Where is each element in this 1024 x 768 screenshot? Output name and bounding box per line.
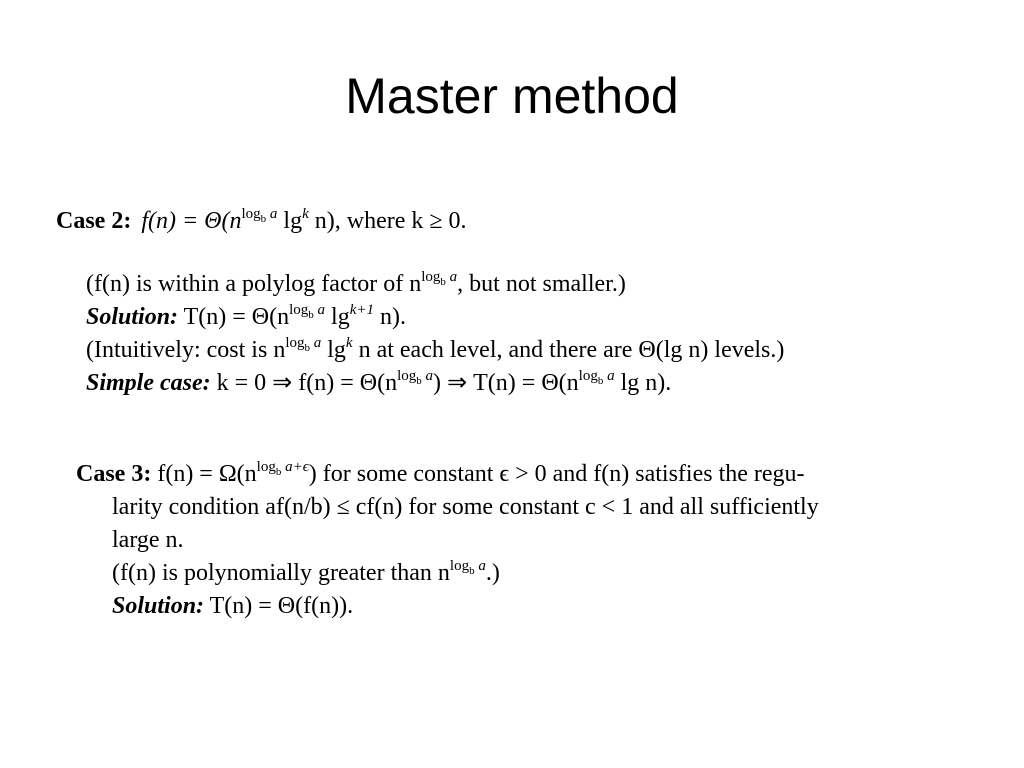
- case-2-condition: [56, 205, 467, 238]
- exp-arg: a: [445, 269, 458, 285]
- lg-text: lg: [277, 208, 303, 234]
- case-2-heading: Case 2:: [56, 208, 132, 234]
- exponent: [397, 368, 434, 387]
- case-2-note: [86, 268, 784, 301]
- solution-text: T(n) = Θ(n: [178, 304, 290, 330]
- exp-k: k+1: [349, 302, 374, 318]
- case-2-block: [56, 205, 467, 238]
- case-2-condition-lhs: f(n) = Θ(n: [141, 208, 242, 234]
- exp-base: b: [304, 342, 310, 354]
- exponent: [578, 368, 615, 387]
- lg-text: lg: [325, 304, 350, 330]
- simple-case-text: k = 0 ⇒ f(n) = Θ(n: [210, 370, 398, 396]
- exp-arg: a: [313, 302, 326, 318]
- exp-arg: a: [474, 558, 486, 574]
- case-3-heading: Case 3:: [76, 461, 152, 487]
- exp-base: b: [440, 276, 446, 288]
- exp-arg: a: [603, 368, 615, 384]
- exponent: [256, 459, 309, 478]
- note-text-end: , but not smaller.): [457, 271, 626, 297]
- case-3-large-n: large n.: [112, 527, 184, 553]
- exp-log: log: [256, 459, 276, 475]
- lg-text: lg: [321, 337, 346, 363]
- exp-log: log: [421, 269, 441, 285]
- exp-base: b: [260, 213, 267, 225]
- exponent: [421, 269, 458, 288]
- exp-base: b: [308, 309, 314, 321]
- solution-text: T(n) = Θ(f(n)).: [204, 593, 354, 619]
- simple-case-end: lg n).: [614, 370, 672, 396]
- simple-case-mid: ) ⇒ T(n) = Θ(n: [433, 370, 579, 396]
- exp-arg: a: [421, 368, 434, 384]
- exp-arg: a: [309, 335, 322, 351]
- case-3-condition-rhs: ) for some constant ϵ > 0 and f(n) satisfies the regu-: [308, 461, 805, 487]
- slide-title: Master method: [345, 68, 679, 124]
- note-text: (f(n) is polynomially greater than n: [112, 560, 450, 586]
- exponent: [289, 302, 326, 321]
- case-2-simple-case: [86, 367, 784, 400]
- exp-base: b: [469, 565, 475, 577]
- exp-base: b: [416, 375, 422, 387]
- intuition-text: (Intuitively: cost is n: [86, 337, 286, 363]
- exp-base: b: [275, 466, 282, 478]
- exp-log: log: [449, 558, 470, 574]
- exp-arg: a: [266, 206, 278, 222]
- case-3-solution: [76, 590, 819, 623]
- simple-case-label: Simple case:: [86, 370, 211, 396]
- note-text-end: .): [485, 560, 500, 586]
- exp-k: k: [345, 335, 353, 351]
- exp-log: log: [578, 368, 598, 384]
- case-3-condition-lhs: f(n) = Ω(n: [151, 461, 257, 487]
- solution-text-end: n).: [374, 304, 406, 330]
- exp-k: k: [302, 206, 309, 222]
- case-3-note: [76, 557, 819, 590]
- case-2-details: [86, 268, 784, 400]
- case-2-solution: [86, 301, 784, 334]
- exp-log: log: [397, 368, 417, 384]
- solution-label: Solution:: [112, 593, 205, 619]
- note-text: (f(n) is within a polylog factor of n: [86, 271, 422, 297]
- solution-label: Solution:: [86, 304, 179, 330]
- case-2-intuition: [86, 334, 784, 367]
- case-3-block: [76, 458, 819, 623]
- exponent: [241, 206, 278, 225]
- exponent: [449, 558, 486, 577]
- case-3-regularity: larity condition af(n/b) ≤ cf(n) for some constant c < 1 and all sufficiently: [112, 494, 819, 520]
- exp-log: log: [289, 302, 309, 318]
- exponent: [285, 335, 322, 354]
- case-2-condition-rhs: n), where k ≥ 0.: [308, 208, 467, 234]
- case-3-condition: [76, 458, 819, 491]
- intuition-text-end: n at each level, and there are Θ(lg n) levels.): [352, 337, 785, 363]
- exp-log: log: [241, 206, 261, 222]
- exp-arg: a+ϵ: [281, 459, 309, 475]
- exp-log: log: [285, 335, 305, 351]
- exp-base: b: [597, 375, 604, 387]
